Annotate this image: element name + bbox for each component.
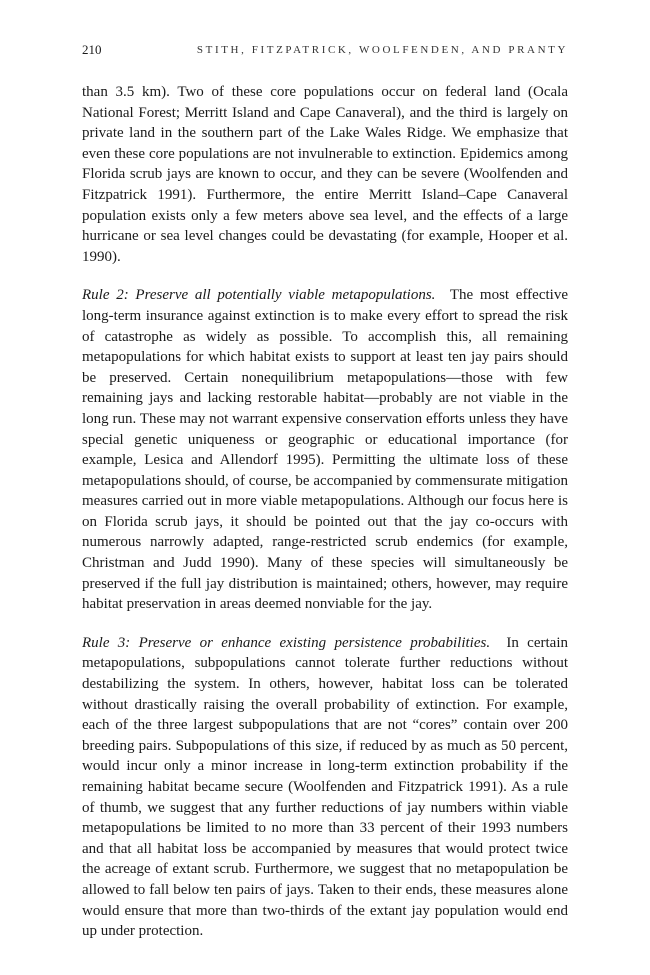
paragraph-rule-3 [82,633,568,942]
paragraph-continued [82,82,568,267]
running-head [82,40,568,60]
rule-3-title: Rule 3: Preserve or enhance existing persistence probabilities. [82,634,491,651]
paragraph-rule-2 [82,285,568,615]
page-number: 210 [82,42,102,57]
book-page [82,40,568,942]
running-head-authors: STITH, FITZPATRICK, WOOLFENDEN, AND PRANTY [196,44,568,56]
body-text [82,82,568,942]
rule-2-title: Rule 2: Preserve all potentially viable metapopulations. [82,287,436,304]
paragraph-text: The most effective long-term insurance against extinction is to make every effort to spread the risk of catastrophe as widely as possible. To accomplish this, all remaining metapopulations for which habitat exists to support at least ten jay pairs should be preserved. Certain nonequilibrium metapopulations—those with few remaining jays and lacking restorable habitat—probably are not viable in the long run. These may not warrant expensive conservation efforts unless they have special genetic uniqueness or geographic or educational importance (for example, Lesica and Allendorf 1995). Permitting the ultimate loss of these metapopulations should, of course, be accompanied by commensurate mitigation measures carried out in more viable metapopulations. Although our focus here is on Florida scrub jays, it should be pointed out that the jay co-occurs with numerous narrowly adapted, range-restricted scrub endemics (for example, Christman and Judd 1990). Many of these species will simultaneously be preserved if the full jay distribution is maintained; others, however, may require habitat preservation in areas deemed nonviable for the jay. [82,287,568,613]
paragraph-text: than 3.5 km). Two of these core populations occur on federal land (Ocala National Forest; Merritt Island and Cape Canaveral), and the third is largely on private land in the southern part of the Lake Wales Ridge. We emphasize that even these core populations are not invulnerable to extinction. Epidemics among Florida scrub jays are known to occur, and they can be severe (Woolfenden and Fitzpatrick 1991). Furthermore, the entire Merritt Island–Cape Canaveral population exists only a few meters above sea level, and the effects of a large hurricane or sea level changes could be devastating (for example, Hooper et al. 1990). [82,84,568,265]
paragraph-text: In certain metapopulations, subpopulations cannot tolerate further reductions without destabilizing the system. In others, however, habitat loss can be tolerated without drastically raising the overall probability of extinction. For example, each of the three largest subpopulations that are not “cores” contain over 200 breeding pairs. Subpopulations of this size, if reduced by as much as 50 percent, would incur only a minor increase in long-term extinction probability if the remaining habitat became secure (Woolfenden and Fitzpatrick 1991). As a rule of thumb, we suggest that any further reductions of jay numbers within viable metapopulations be limited to no more than 33 percent of their 1993 numbers and that all habitat loss be accompanied by measures that would protect twice the acreage of extant scrub. Furthermore, we suggest that no metapopulation be allowed to fall below ten pairs of jays. Taken to their ends, these measures alone would ensure that more than two-thirds of the extant jay population would end up under protection. [82,634,568,940]
